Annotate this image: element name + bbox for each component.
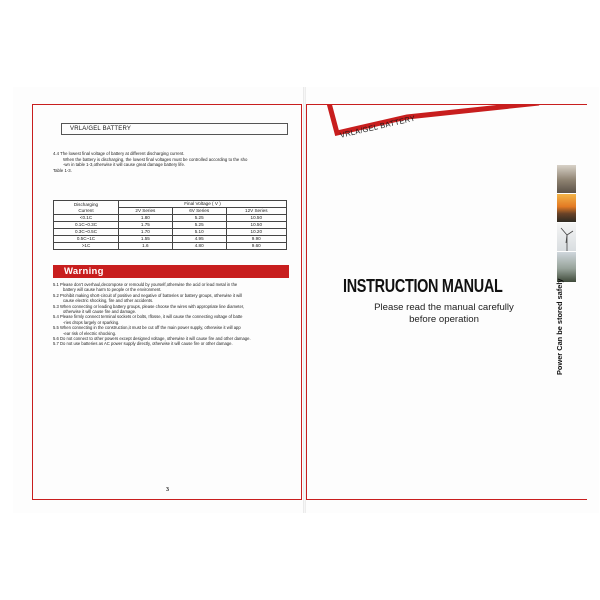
series-header: 2V Series (118, 208, 172, 215)
table-row: 0.3C~0.5C 1.70 5.10 10.20 (54, 229, 287, 236)
warning-line: battery will cause harm to people or the environment. (63, 287, 162, 293)
cover-header: VRLA/GEL BATTERY (339, 113, 417, 140)
subtitle-line-1: Please read the manual carefully (374, 302, 514, 313)
table-caption: Table 1-3. (53, 168, 72, 173)
cover-title: INSTRUCTION MANUAL (343, 275, 503, 296)
cover-red-stripe (307, 105, 587, 185)
intro-line-1: 4.4 The lowest final voltage of battery at different discharging current. (53, 151, 185, 156)
series-header: 6V Series (172, 208, 226, 215)
series-header: 12V Series (226, 208, 286, 215)
table-row: <0.1C 1.80 5.25 10.50 (54, 215, 287, 222)
warning-line: 5.5 When connecting in the construction,it must be cut off the main power supply, otherwise it will app (53, 325, 241, 331)
warning-line: 5.7 Do not use batteries as AC power supply directly, otherwise it will cause fire or other damage. (53, 341, 233, 347)
warning-line: -ries drops largely or sparking. (63, 319, 120, 325)
warning-line: cause electric shocking, fire and other accidents. (63, 298, 154, 304)
table-row: 0.5C~1C 1.55 4.95 9.90 (54, 236, 287, 243)
voltage-table (53, 200, 287, 250)
manual-spread (13, 87, 599, 513)
warning-line: 5.6 Do not connect to other powers except designed voltage, otherwise it will cause fire and other damage. (53, 336, 251, 342)
table-row: 0.1C~0.3C 1.75 5.25 10.50 (54, 222, 287, 229)
left-page (32, 104, 302, 500)
group-header: Final Voltage ( V ) (118, 201, 286, 208)
intro-line-2: When the battery is discharging, the lowest final voltages must be controlled according to the sho (63, 156, 248, 162)
right-page (306, 104, 587, 500)
cover-subtitle (329, 302, 559, 326)
warning-list (53, 282, 293, 347)
warning-title: Warning (64, 266, 104, 277)
warning-line: 5.1 Please don't overhaul,decompose or remould by yourself,otherwise the acid or lead metal in the (53, 282, 238, 287)
wind-turbine-photo (557, 223, 576, 251)
photo-strip (557, 165, 576, 281)
intro-line-3: -wn in table 1-3,otherwise it will cause great damage battery life. (63, 162, 186, 167)
col-header-current: Discharging Current (54, 201, 119, 215)
warning-line: 5.3 When connecting or leading battery groups, please choose the wires with appropriate line diameter, (53, 303, 245, 309)
cover-side-text: Power Can be stored safely (555, 278, 564, 375)
warning-line: 5.2 Prohibit making short-circuit of positive and negative of batteries or battery groups, otherwise it will (53, 292, 242, 298)
page-number: 3 (166, 487, 169, 493)
subtitle-line-2: before operation (409, 314, 479, 325)
left-header: VRLA/GEL BATTERY (61, 123, 288, 135)
warning-line: 5.4 Please firmly connect terminal sockets or bolts, Iflosse, it will cause the connecting voltage of batte (53, 314, 243, 320)
product-photo (557, 165, 576, 193)
warning-line: -ear risk of electric shocking. (63, 330, 117, 336)
warning-line: otherwise it will cause fire and damage. (63, 309, 137, 315)
table-row: >1C 1.6 4.80 9.60 (54, 243, 287, 250)
warning-banner (53, 265, 289, 278)
sunset-photo (557, 194, 576, 222)
